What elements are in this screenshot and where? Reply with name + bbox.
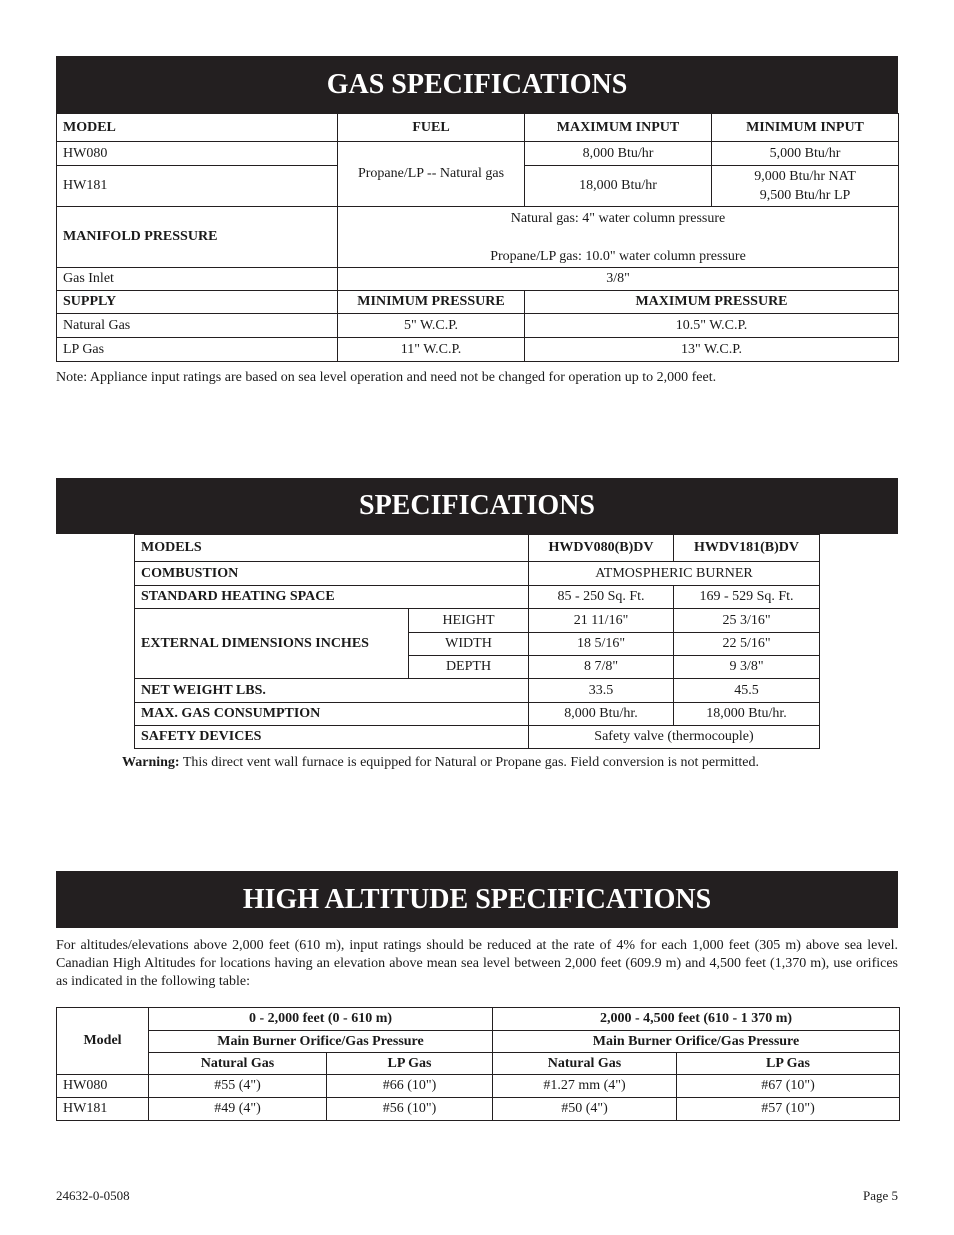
dimensions-label: EXTERNAL DIMENSIONS INCHES [135,609,409,679]
lp-gas-header: LP Gas [327,1053,493,1075]
dimension-a: 8 7/8" [529,656,674,679]
heating-space-b: 169 - 529 Sq. Ft. [674,586,820,609]
model-cell: HW181 [57,1098,149,1121]
model-b-header: HWDV181(B)DV [674,535,820,562]
document-number: 24632-0-0508 [56,1188,130,1203]
model-cell: HW080 [57,142,338,166]
dimension-name: WIDTH [409,633,529,656]
combustion-label: COMBUSTION [135,562,529,586]
heating-space-label: STANDARD HEATING SPACE [135,586,529,609]
gas-specifications-title: GAS SPECIFICATIONS [56,56,898,113]
supply-label: SUPPLY [57,291,338,314]
min-input-cell [712,166,899,207]
lp-gas-header: LP Gas [677,1053,900,1075]
supply-max-cell: 13" W.C.P. [525,338,899,362]
orifice-cell: #49 (4") [149,1098,327,1121]
gas-consumption-label: MAX. GAS CONSUMPTION [135,703,529,726]
safety-devices-value: Safety valve (thermocouple) [529,726,820,749]
combustion-value: ATMOSPHERIC BURNER [529,562,820,586]
dimension-a: 18 5/16" [529,633,674,656]
range-header: 2,000 - 4,500 feet (610 - 1 370 m) [493,1008,900,1031]
net-weight-a: 33.5 [529,679,674,703]
supply-min-cell: 11" W.C.P. [338,338,525,362]
model-cell: HW080 [57,1075,149,1098]
max-input-cell: 18,000 Btu/hr [525,166,712,207]
high-altitude-paragraph: For altitudes/elevations above 2,000 feet (610 m), input ratings should be reduced at the rate of 4% for each 1,000 feet (305 m) above sea level. Canadian High Altitudes for locations having an elevation above mean sea level between 2,000 feet (609.9 m) and 4,500 feet (1,370 m), use orifices as indicated in the following table: [56,938,898,989]
dimension-b: 9 3/8" [674,656,820,679]
orifice-cell: #57 (10") [677,1098,900,1121]
specifications-title: SPECIFICATIONS [56,478,898,534]
heating-space-a: 85 - 250 Sq. Ft. [529,586,674,609]
fuel-cell: Propane/LP -- Natural gas [338,142,525,207]
orifice-header: Main Burner Orifice/Gas Pressure [493,1031,900,1053]
manifold-pressure-label: MANIFOLD PRESSURE [57,207,338,268]
orifice-cell: #56 (10") [327,1098,493,1121]
warning-text: This direct vent wall furnace is equipped for Natural or Propane gas. Field conversion is not permitted. [182,755,760,770]
gas-inlet-label: Gas Inlet [57,268,338,291]
orifice-cell: #66 (10") [327,1075,493,1098]
header-model: MODEL [57,114,338,142]
natural-gas-header: Natural Gas [493,1053,677,1075]
supply-name-cell: Natural Gas [57,314,338,338]
specifications-table [134,534,820,749]
dimension-name: DEPTH [409,656,529,679]
dimension-b: 22 5/16" [674,633,820,656]
gas-specifications-table [56,113,899,362]
gas-consumption-a: 8,000 Btu/hr. [529,703,674,726]
gas-consumption-b: 18,000 Btu/hr. [674,703,820,726]
high-altitude-title: HIGH ALTITUDE SPECIFICATIONS [56,871,898,928]
page-number: Page 5 [862,1188,898,1203]
natural-gas-header: Natural Gas [149,1053,327,1075]
models-label: MODELS [135,535,529,562]
dimension-b: 25 3/16" [674,609,820,633]
min-input-line: 9,000 Btu/hr NAT [754,169,856,184]
supply-max-cell: 10.5" W.C.P. [525,314,899,338]
manifold-propane-line: Propane/LP gas: 10.0" water column pressure [490,248,746,264]
header-min-input: MINIMUM INPUT [712,114,899,142]
dimension-name: HEIGHT [409,609,529,633]
range-header: 0 - 2,000 feet (0 - 610 m) [149,1008,493,1031]
warning-note [122,754,759,772]
header-fuel: FUEL [338,114,525,142]
supply-max-header: MAXIMUM PRESSURE [525,291,899,314]
high-altitude-table [56,1007,900,1121]
orifice-cell: #67 (10") [677,1075,900,1098]
supply-min-header: MINIMUM PRESSURE [338,291,525,314]
supply-name-cell: LP Gas [57,338,338,362]
dimension-a: 21 11/16" [529,609,674,633]
orifice-header: Main Burner Orifice/Gas Pressure [149,1031,493,1053]
manifold-pressure-value [338,207,899,268]
net-weight-b: 45.5 [674,679,820,703]
gas-specifications-note: Note: Appliance input ratings are based on sea level operation and need not be changed for operation up to 2,000 feet. [56,370,717,385]
min-input-cell: 5,000 Btu/hr [712,142,899,166]
orifice-cell: #50 (4") [493,1098,677,1121]
model-header: Model [57,1008,149,1075]
max-input-cell: 8,000 Btu/hr [525,142,712,166]
warning-label: Warning: [122,755,180,770]
safety-devices-label: SAFETY DEVICES [135,726,529,749]
header-max-input: MAXIMUM INPUT [525,114,712,142]
net-weight-label: NET WEIGHT LBS. [135,679,529,703]
manifold-natural-line: Natural gas: 4" water column pressure [510,210,726,226]
min-input-line: 9,500 Btu/hr LP [759,188,851,203]
model-a-header: HWDV080(B)DV [529,535,674,562]
orifice-cell: #1.27 mm (4") [493,1075,677,1098]
supply-min-cell: 5" W.C.P. [338,314,525,338]
orifice-cell: #55 (4") [149,1075,327,1098]
model-cell: HW181 [57,166,338,207]
gas-inlet-value: 3/8" [338,268,899,291]
